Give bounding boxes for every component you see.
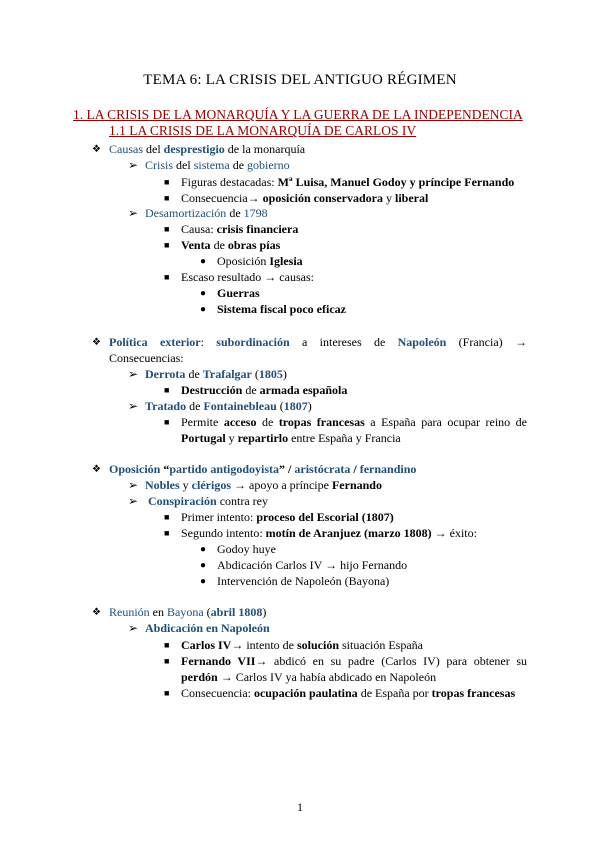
text: Política exterior [109, 335, 201, 349]
text: 1798 [243, 206, 268, 220]
text: ( [203, 605, 211, 619]
text: Reunión [109, 605, 150, 619]
consecuencias-label: Consecuencias: [109, 351, 184, 365]
text: “ [160, 462, 170, 476]
text: y [382, 191, 395, 205]
square-bullet-icon: ■ [164, 528, 170, 538]
text: motín de Aranjuez (marzo 1808) [265, 526, 432, 540]
text: aristócrata [294, 462, 351, 476]
text: Primer intento: [181, 510, 257, 524]
text: Trafalgar [202, 367, 252, 381]
text: de España por [357, 686, 432, 700]
text: ( [251, 367, 259, 381]
diamond-bullet-icon: ❖ [92, 144, 101, 155]
arrow-bullet-icon: ➢ [128, 206, 139, 220]
text: a intereses de [289, 335, 398, 349]
text: de [242, 383, 260, 397]
arrow-bullet-icon: ➢ [128, 399, 139, 413]
sub-trafalgar [145, 367, 287, 383]
item-primer-intento [181, 510, 394, 526]
square-bullet-icon: ■ [164, 656, 170, 666]
sub-conspiracion [148, 494, 268, 510]
text: del [173, 158, 194, 172]
text: / [350, 462, 360, 476]
text: Tratado [145, 399, 187, 413]
text: (Francia) → [446, 335, 527, 349]
text: ) [282, 367, 287, 381]
item-figuras [181, 175, 514, 191]
item-escaso [181, 270, 314, 286]
text: de [256, 415, 279, 429]
item-intervencion: Intervención de Napoleón (Bayona) [217, 574, 390, 588]
item-destruccion [181, 383, 347, 399]
text: oposición conservadora [262, 191, 383, 205]
text: Consecuencia: [181, 686, 254, 700]
text: Derrota [145, 367, 186, 381]
text: tropas francesas [431, 686, 516, 700]
text: → apoyo a príncipe [231, 478, 332, 492]
text: Oposición [217, 254, 270, 268]
dot-bullet-icon: ● [200, 256, 207, 267]
text: solución [297, 638, 340, 652]
text: tropas francesas [278, 415, 365, 429]
text: de la monarquía [224, 142, 306, 156]
text: Destrucción [181, 383, 243, 397]
text: del [143, 142, 164, 156]
square-bullet-icon: ■ [164, 640, 170, 650]
square-bullet-icon: ■ [164, 177, 170, 187]
text: ( [276, 399, 284, 413]
text: : [200, 335, 217, 349]
text: contra rey [216, 494, 268, 508]
square-bullet-icon: ■ [164, 512, 170, 522]
text: Bayona [167, 605, 204, 619]
text: ) [307, 399, 312, 413]
arrow-bullet-icon: ➢ [128, 494, 139, 508]
item-fernando-vii-cont [181, 670, 436, 686]
bullet-reunion-bayona [109, 605, 266, 621]
sub-nobles [145, 478, 382, 494]
text: a España para ocupar reino de [364, 415, 527, 429]
dot-bullet-icon: ● [200, 304, 207, 315]
text: liberal [394, 191, 429, 205]
sub-crisis-sistema [145, 158, 290, 174]
dot-bullet-icon: ● [200, 560, 207, 571]
text: → éxito: [431, 526, 477, 540]
text: abril 1808 [210, 605, 263, 619]
text: Mª Luisa, Manuel Godoy y príncipe Fernando [277, 175, 515, 189]
item-segundo-intento [181, 526, 477, 542]
diamond-bullet-icon: ❖ [92, 464, 101, 475]
text: Causa: [181, 222, 217, 236]
text: Fernando VII [181, 654, 256, 668]
square-bullet-icon: ■ [164, 688, 170, 698]
text: → intento de [231, 638, 297, 652]
text: 1805 [258, 367, 283, 381]
text: Consecuencia→ [181, 191, 263, 205]
text: Carlos IV [181, 638, 232, 652]
square-bullet-icon: ■ [164, 224, 170, 234]
item-abdicacion: Abdicación Carlos IV → hijo Fernando [217, 558, 408, 572]
bullet-politica-exterior [109, 335, 527, 351]
text: Escaso resultado → causas: [181, 270, 314, 284]
text: obras pías [227, 238, 281, 252]
item-sistema-fiscal: Sistema fiscal poco eficaz [217, 302, 346, 316]
text: → Carlos IV ya había abdicado en Napoleón [217, 670, 437, 684]
dot-bullet-icon: ● [200, 288, 207, 299]
item-permite-acceso-cont [181, 431, 401, 447]
text: de [229, 158, 248, 172]
sub-desamortizacion [145, 206, 268, 222]
text: Crisis [145, 158, 174, 172]
diamond-bullet-icon: ❖ [92, 607, 101, 618]
item-guerras: Guerras [217, 286, 260, 300]
text: Conspiración [148, 494, 217, 508]
item-permite-acceso [181, 415, 527, 431]
text: ocupación paulatina [253, 686, 358, 700]
text: clérigos [191, 478, 231, 492]
text: armada española [259, 383, 348, 397]
heading-1: 1. LA CRISIS DE LA MONARQUÍA Y LA GUERRA DE LA INDEPENDENCIA [73, 107, 523, 122]
text: ” / [279, 462, 295, 476]
square-bullet-icon: ■ [164, 385, 170, 395]
item-consecuencia [181, 191, 428, 207]
text: perdón [181, 670, 218, 684]
text: ) [262, 605, 267, 619]
diamond-bullet-icon: ❖ [92, 337, 101, 348]
text: Nobles [145, 478, 180, 492]
text: 1807 [283, 399, 308, 413]
arrow-bullet-icon: ➢ [128, 367, 139, 381]
text: Portugal [181, 431, 226, 445]
text: crisis financiera [216, 222, 299, 236]
arrow-bullet-icon: ➢ [128, 478, 139, 492]
text: → abdicó en su padre (Carlos IV) para obtener su [255, 654, 527, 668]
text: Fernando [331, 478, 382, 492]
text: en [149, 605, 167, 619]
sub-abdicacion-napoleon: Abdicación en Napoleón [145, 621, 270, 635]
text: Segundo intento: [181, 526, 266, 540]
text: Desamortización [145, 206, 227, 220]
text: Causas [109, 142, 143, 156]
text: fernandino [359, 462, 417, 476]
text: Fontainebleau [203, 399, 277, 413]
document-title: TEMA 6: LA CRISIS DEL ANTIGUO RÉGIMEN [143, 72, 457, 88]
text: de [226, 206, 244, 220]
item-carlos-iv [181, 638, 423, 654]
square-bullet-icon: ■ [164, 240, 170, 250]
dot-bullet-icon: ● [200, 544, 207, 555]
text: proceso del Escorial (1807) [256, 510, 394, 524]
sub-fontainebleau [145, 399, 312, 415]
text: Napoleón [397, 335, 447, 349]
text: y [225, 431, 238, 445]
text: repartirlo [237, 431, 289, 445]
text: de [186, 399, 204, 413]
text: situación España [339, 638, 423, 652]
square-bullet-icon: ■ [164, 193, 170, 203]
text: y [179, 478, 192, 492]
page-number: 1 [297, 800, 303, 814]
bullet-oposicion [109, 462, 416, 478]
arrow-bullet-icon: ➢ [128, 621, 139, 635]
arrow-bullet-icon: ➢ [128, 158, 139, 172]
bullet-causas [109, 142, 305, 158]
text: de [210, 238, 228, 252]
text: de [185, 367, 203, 381]
square-bullet-icon: ■ [164, 272, 170, 282]
text: entre España y Francia [288, 431, 401, 445]
item-fernando-vii [181, 654, 527, 670]
square-bullet-icon: ■ [164, 417, 170, 427]
text: Permite [181, 415, 224, 429]
item-venta [181, 238, 280, 254]
item-causa [181, 222, 298, 238]
text: subordinación [216, 335, 290, 349]
text: partido antigodoyista [169, 462, 280, 476]
text: Venta [181, 238, 211, 252]
text: Oposición [109, 462, 161, 476]
item-godoy-huye: Godoy huye [217, 542, 276, 556]
heading-2: 1.1 LA CRISIS DE LA MONARQUÍA DE CARLOS IV [109, 123, 417, 138]
text: Iglesia [269, 254, 303, 268]
text: gobierno [247, 158, 290, 172]
item-oposicion-iglesia [217, 254, 303, 270]
text: acceso [223, 415, 257, 429]
text: Figuras destacadas: [181, 175, 278, 189]
item-consecuencia-ocupacion [181, 686, 515, 702]
text: desprestigio [163, 142, 225, 156]
dot-bullet-icon: ● [200, 576, 207, 587]
text: sistema [193, 158, 230, 172]
